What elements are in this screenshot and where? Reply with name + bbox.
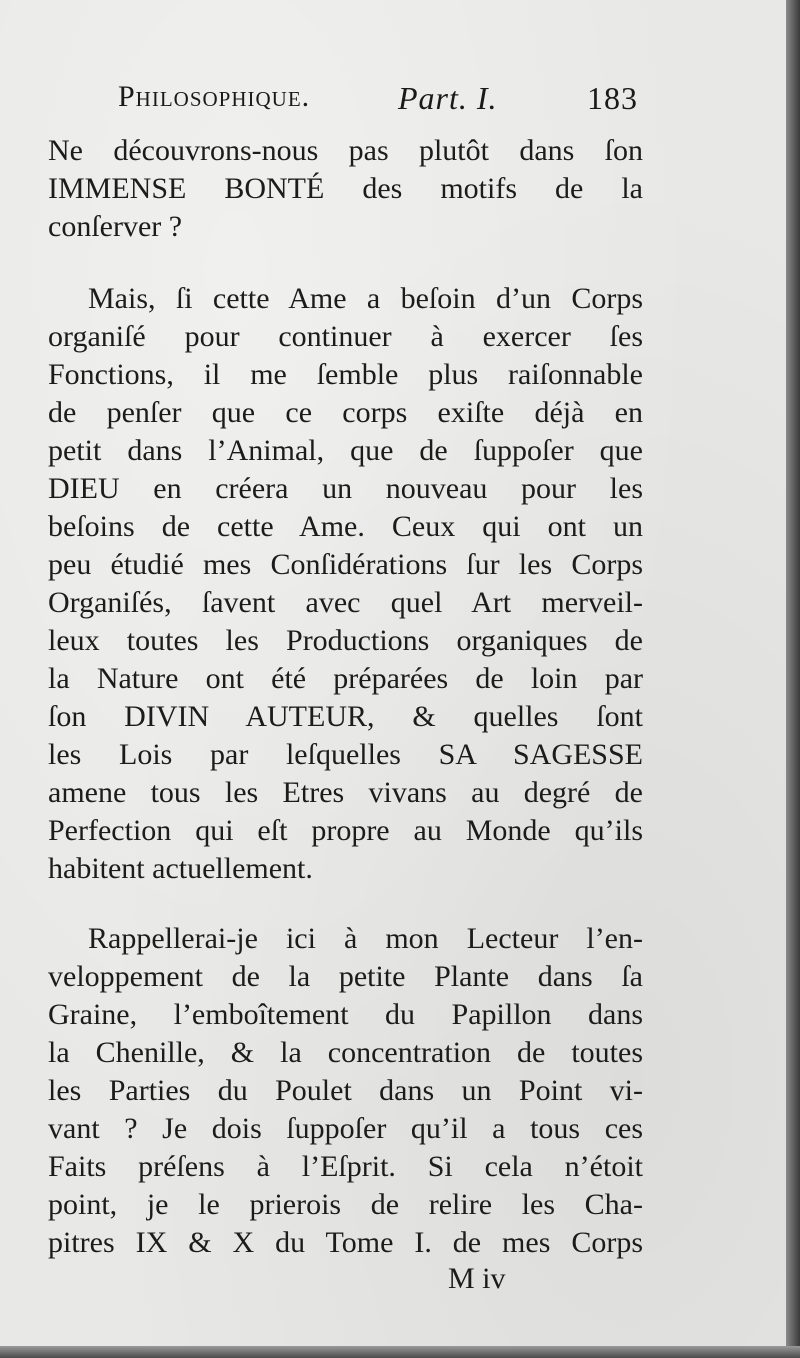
text-line: de penſer que ce corps exiſte déjà en xyxy=(48,396,643,429)
text-line: leux toutes les Productions organiques de xyxy=(48,624,643,657)
text-line: la Chenille, & la concentration de toutes xyxy=(48,1036,643,1069)
text-line: Perfection qui eſt propre au Monde qu’ils xyxy=(48,814,643,847)
text-line: point, je le prierois de relire les Cha- xyxy=(48,1188,643,1221)
text-line: ſon DIVIN AUTEUR, & quelles ſont xyxy=(48,700,643,733)
text-line: peu étudié mes Conſidérations ſur les Corps xyxy=(48,548,643,581)
text-line: beſoins de cette Ame. Ceux qui ont un xyxy=(48,510,643,543)
text-line: DIEU en créera un nouveau pour les xyxy=(48,472,643,505)
text-line: la Nature ont été préparées de loin par xyxy=(48,662,643,695)
signature-mark: M iv xyxy=(448,1262,506,1295)
running-head-part: Part. I. xyxy=(398,80,498,116)
page-edge-bottom xyxy=(0,1346,800,1358)
text-line: Fonctions, il me ſemble plus raiſonnable xyxy=(48,358,643,391)
text-line: amene tous les Etres vivans au degré de xyxy=(48,776,643,809)
text-line: pitres IX & X du Tome I. de mes Corps xyxy=(48,1226,643,1259)
text-line: conſerver ? xyxy=(48,210,183,243)
text-line: veloppement de la petite Plante dans ſa xyxy=(48,960,643,993)
text-line: Ne découvrons-nous pas plutôt dans ſon xyxy=(48,134,643,167)
text-line: Organiſés, ſavent avec quel Art merveil- xyxy=(48,586,643,619)
text-line: organiſé pour continuer à exercer ſes xyxy=(48,320,643,353)
text-line: les Parties du Poulet dans un Point vi- xyxy=(48,1074,643,1107)
text-line: Faits préſens à l’Eſprit. Si cela n’étoit xyxy=(48,1150,643,1183)
text-line: Mais, ſi cette Ame a beſoin d’un Corps xyxy=(88,282,643,315)
page-edge-right xyxy=(786,0,800,1358)
text-line: petit dans l’Animal, que de ſuppoſer que xyxy=(48,434,643,467)
running-head xyxy=(118,80,638,126)
text-line: habitent actuellement. xyxy=(48,852,313,885)
page-number: 183 xyxy=(587,80,638,116)
text-line: vant ? Je dois ſuppoſer qu’il a tous ces xyxy=(48,1112,643,1145)
running-head-title: Philosophique. xyxy=(118,80,311,113)
text-line: les Lois par leſquelles SA SAGESSE xyxy=(48,738,643,771)
text-line: Rappellerai-je ici à mon Lecteur l’en- xyxy=(88,922,643,955)
text-line: IMMENSE BONTÉ des motifs de la xyxy=(48,172,643,205)
text-line: Graine, l’emboîtement du Papillon dans xyxy=(48,998,643,1031)
